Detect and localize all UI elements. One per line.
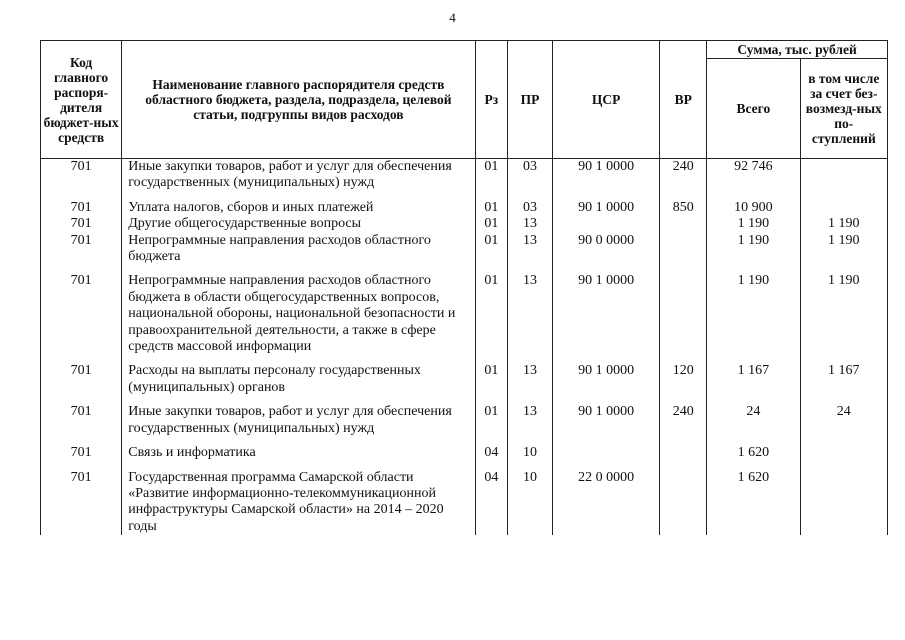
header-rz: Рз (475, 41, 507, 159)
cell-total: 1 167 (707, 363, 800, 404)
cell-rz: 01 (475, 233, 507, 274)
cell-incl: 1 167 (800, 363, 887, 404)
header-pr: ПР (508, 41, 553, 159)
cell-csr: 22 0 0000 (552, 470, 660, 536)
cell-total: 1 190 (707, 273, 800, 363)
cell-code: 701 (41, 273, 122, 363)
table-row (41, 159, 888, 200)
cell-vr: 240 (660, 159, 707, 200)
cell-name: Другие общегосударственные вопросы (122, 216, 475, 232)
header-name: Наименование главного распорядителя средств областного бюджета, раздела, подраздела, целевой статьи, подгруппы видов расходов (122, 41, 475, 159)
cell-rz: 01 (475, 159, 507, 200)
cell-total: 1 190 (707, 233, 800, 274)
cell-vr: 120 (660, 363, 707, 404)
header-code: Код главного распоря-дителя бюджет-ных средств (41, 41, 122, 159)
budget-table (40, 40, 888, 535)
table-row (41, 216, 888, 232)
cell-code: 701 (41, 200, 122, 216)
table-body (41, 159, 888, 536)
cell-csr: 90 1 0000 (552, 363, 660, 404)
cell-vr: 240 (660, 404, 707, 445)
cell-code: 701 (41, 159, 122, 200)
header-csr: ЦСР (552, 41, 660, 159)
cell-pr: 10 (508, 445, 553, 469)
cell-vr (660, 445, 707, 469)
cell-name: Государственная программа Самарской области «Развитие информационно-телекоммуникационной инфраструктуры Самарской области» на 2014 – 2020 годы (122, 470, 475, 536)
cell-code: 701 (41, 445, 122, 469)
cell-name: Иные закупки товаров, работ и услуг для обеспечения государственных (муниципальных) нужд (122, 159, 475, 200)
table-row (41, 445, 888, 469)
cell-csr: 90 1 0000 (552, 159, 660, 200)
cell-total: 1 620 (707, 470, 800, 536)
cell-csr (552, 445, 660, 469)
cell-code: 701 (41, 470, 122, 536)
cell-rz: 04 (475, 445, 507, 469)
cell-total: 92 746 (707, 159, 800, 200)
cell-code: 701 (41, 404, 122, 445)
cell-csr: 90 1 0000 (552, 200, 660, 216)
header-incl: в том числе за счет без-возмезд-ных по-ступлений (800, 59, 887, 159)
cell-pr: 10 (508, 470, 553, 536)
cell-incl (800, 445, 887, 469)
header-total: Всего (707, 59, 800, 159)
cell-total: 1 620 (707, 445, 800, 469)
cell-vr (660, 470, 707, 536)
cell-pr: 13 (508, 216, 553, 232)
cell-vr: 850 (660, 200, 707, 216)
cell-incl: 24 (800, 404, 887, 445)
cell-csr (552, 216, 660, 232)
cell-name: Непрограммные направления расходов областного бюджета в области общегосударственных вопросов, национальной обороны, национальной безопасности и правоохранительной деятельности, а также в сфере средств массовой информации (122, 273, 475, 363)
cell-csr: 90 1 0000 (552, 404, 660, 445)
header-sum: Сумма, тыс. рублей (707, 41, 888, 59)
cell-incl: 1 190 (800, 216, 887, 232)
cell-rz: 01 (475, 216, 507, 232)
cell-code: 701 (41, 363, 122, 404)
cell-pr: 03 (508, 200, 553, 216)
cell-incl: 1 190 (800, 233, 887, 274)
page-number: 4 (449, 10, 456, 25)
cell-name: Непрограммные направления расходов областного бюджета (122, 233, 475, 274)
cell-incl (800, 470, 887, 536)
table-row (41, 363, 888, 404)
cell-name: Расходы на выплаты персоналу государственных (муниципальных) органов (122, 363, 475, 404)
cell-pr: 13 (508, 363, 553, 404)
table-row (41, 233, 888, 274)
cell-pr: 13 (508, 273, 553, 363)
table-row (41, 200, 888, 216)
cell-code: 701 (41, 216, 122, 232)
table-row (41, 470, 888, 536)
cell-incl (800, 159, 887, 200)
cell-vr (660, 273, 707, 363)
cell-rz: 04 (475, 470, 507, 536)
cell-pr: 13 (508, 404, 553, 445)
cell-code: 701 (41, 233, 122, 274)
cell-name: Иные закупки товаров, работ и услуг для обеспечения государственных (муниципальных) нужд (122, 404, 475, 445)
table-row (41, 273, 888, 363)
table-row (41, 404, 888, 445)
cell-rz: 01 (475, 200, 507, 216)
cell-pr: 03 (508, 159, 553, 200)
cell-vr (660, 233, 707, 274)
cell-incl: 1 190 (800, 273, 887, 363)
cell-csr: 90 1 0000 (552, 273, 660, 363)
header-vr: ВР (660, 41, 707, 159)
cell-vr (660, 216, 707, 232)
cell-total: 1 190 (707, 216, 800, 232)
cell-csr: 90 0 0000 (552, 233, 660, 274)
cell-total: 10 900 (707, 200, 800, 216)
cell-name: Связь и информатика (122, 445, 475, 469)
cell-name: Уплата налогов, сборов и иных платежей (122, 200, 475, 216)
cell-incl (800, 200, 887, 216)
cell-rz: 01 (475, 363, 507, 404)
cell-rz: 01 (475, 404, 507, 445)
cell-rz: 01 (475, 273, 507, 363)
cell-pr: 13 (508, 233, 553, 274)
cell-total: 24 (707, 404, 800, 445)
